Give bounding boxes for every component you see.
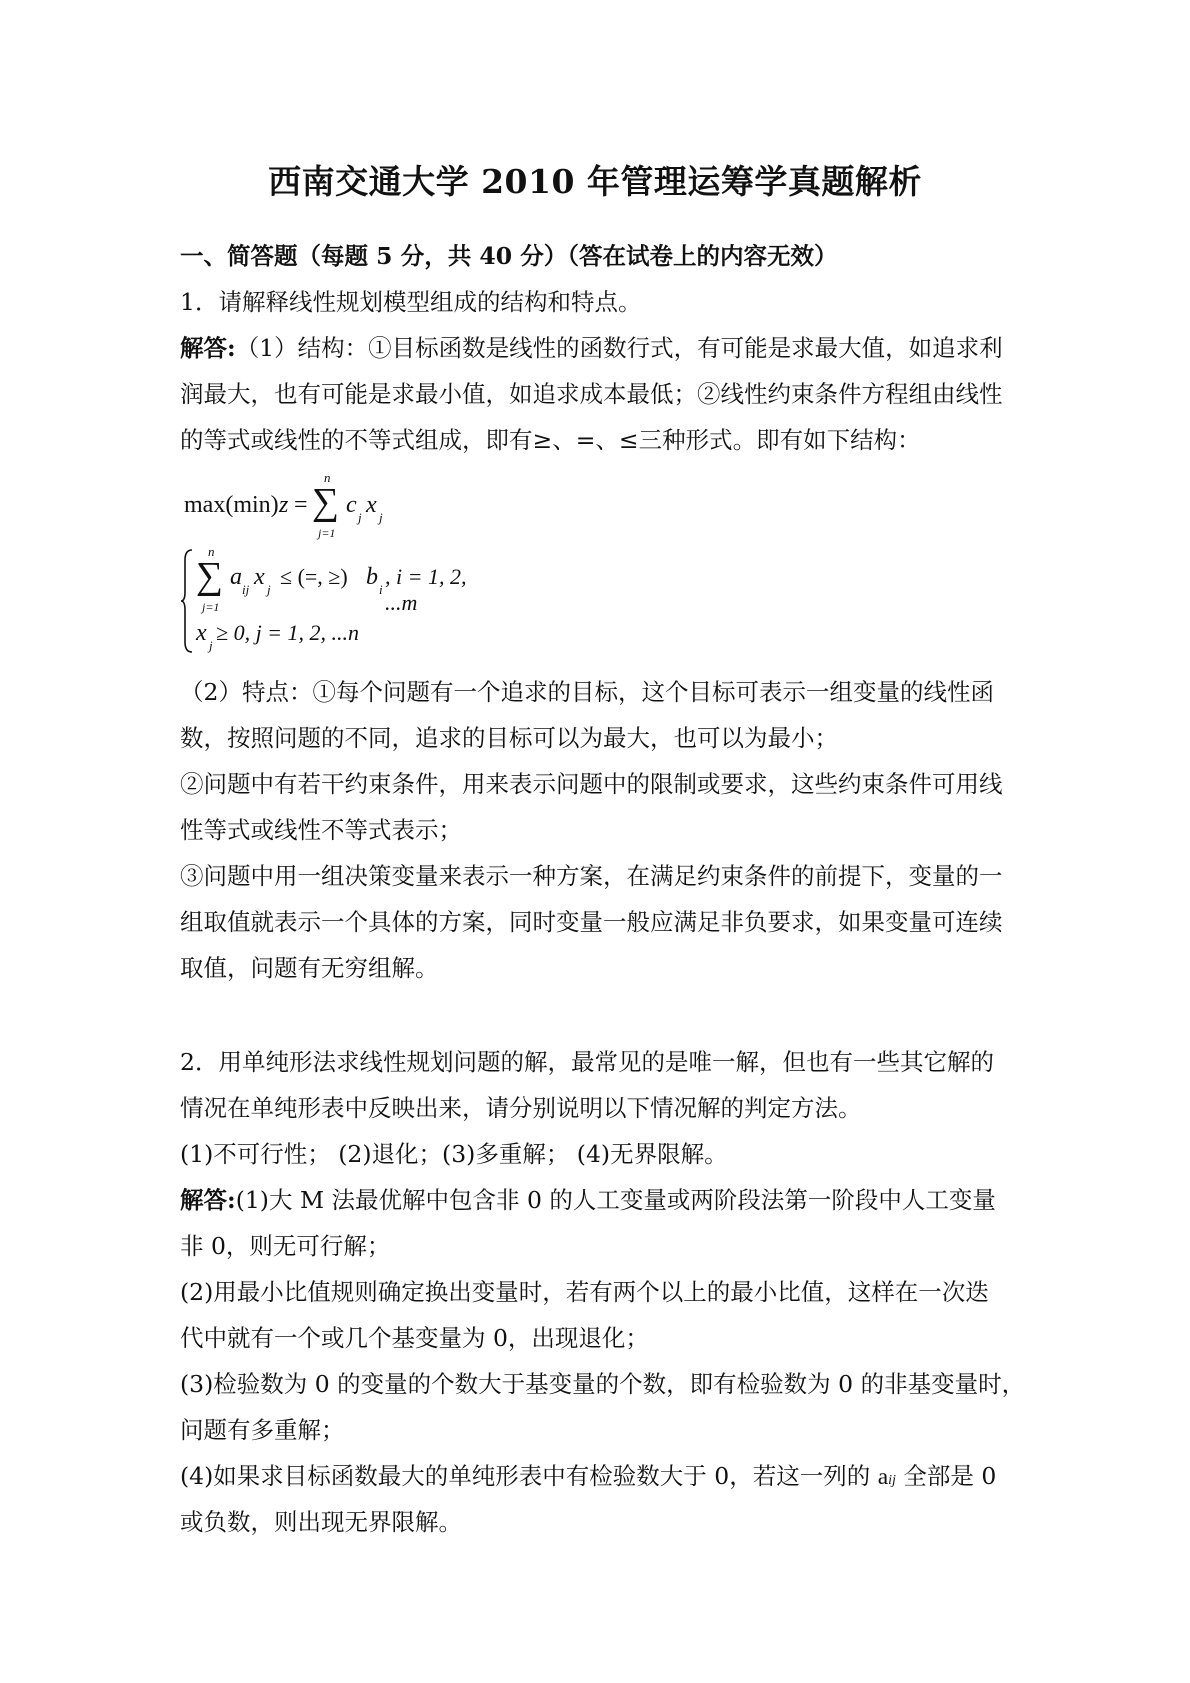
nonneg-var-x: x (196, 620, 207, 646)
constraint-1 (196, 544, 496, 615)
feature-line-7: 取值，问题有无穷组解。 (180, 954, 439, 982)
answer-2-line-7 (180, 1460, 1020, 1497)
answer-2-line-7-pre: (4)如果求目标函数最大的单纯形表中有检验数大于 0，若这一列的 (180, 1462, 878, 1490)
page-title: 西南交通大学 2010 年管理运筹学真题解析 (268, 162, 922, 201)
feature-line-3: ②问题中有若干约束条件，用来表示问题中的限制或要求，这些约束条件可用线 (180, 770, 1003, 798)
answer-2-line-6: 问题有多重解； (180, 1416, 345, 1444)
objective-eq: = (294, 492, 308, 518)
objective-var: z (279, 492, 289, 518)
constraint-sum-bottom: j=1 (202, 600, 220, 614)
question-2-line-3: (1)不可行性； (2)退化；(3)多重解； (4)无界限解。 (180, 1140, 728, 1168)
coef-a: a (230, 564, 242, 590)
answer-2-label: 解答: (180, 1186, 236, 1214)
feature-line-1: （2）特点：①每个问题有一个追求的目标，这个目标可表示一组变量的线性函 (180, 678, 994, 706)
answer-text: （1）结构：①目标函数是线性的函数行式，有可能是求最大值，如追求利 (235, 334, 1003, 362)
answer-2-line-1 (180, 1184, 1020, 1216)
aij-symbol: a (877, 1464, 889, 1490)
answer-2-line-3: (2)用最小比值规则确定换出变量时，若有两个以上的最小比值，这样在一次迭 (180, 1278, 989, 1306)
constraint-var-x: x (254, 564, 265, 590)
constraint-brace (180, 548, 194, 654)
constraint-sigma: ∑ (196, 555, 224, 597)
feature-line-4: 性等式或线性不等式表示； (180, 816, 462, 844)
section-heading: 一、简答题（每题 5 分，共 40 分）（答在试卷上的内容无效） (180, 242, 838, 270)
answer-1-line-1 (180, 332, 1020, 364)
feature-line-5: ③问题中用一组决策变量来表示一种方案，在满足约束条件的前提下，变量的一 (180, 862, 1003, 890)
answer-2-line-7-post: 全部是 0 (895, 1462, 997, 1490)
rhs-b-sub: i (379, 582, 383, 597)
constraint-var-x-sub: j (267, 582, 271, 597)
var-x-sub: j (379, 510, 383, 525)
answer-label: 解答: (180, 334, 236, 362)
feature-line-6: 组取值就表示一个具体的方案，同时变量一般应满足非负要求，如果变量可连续 (180, 908, 1003, 936)
constraint-sum-top: n (208, 544, 215, 559)
question-1: 1．请解释线性规划模型组成的结构和特点。 (180, 288, 642, 316)
constraint-2 (196, 620, 416, 654)
aij-subscript: ij (888, 1473, 896, 1488)
feature-line-2: 数，按照问题的不同，追求的目标可以为最大，也可以为最小； (180, 724, 838, 752)
sum-bottom: j=1 (318, 526, 336, 540)
rhs-b: b (366, 564, 378, 590)
objective-prefix: max(min) (184, 492, 279, 518)
sigma-symbol: ∑ (312, 481, 340, 523)
answer-2-line-2: 非 0，则无可行解； (180, 1232, 391, 1260)
question-2-line-1: 2．用单纯形法求线性规划问题的解，最常见的是唯一解，但也有一些其它解的 (180, 1048, 994, 1076)
constraint-relation: ≤ (=, ≥) (280, 564, 348, 589)
coef-a-sub: ij (242, 582, 250, 597)
constraint-1-tail: , i = 1, 2, ...m (385, 564, 467, 615)
question-2-line-2: 情况在单纯形表中反映出来，请分别说明以下情况解的判定方法。 (180, 1094, 862, 1122)
var-x: x (366, 492, 377, 518)
coef-c: c (346, 492, 357, 518)
answer-2-line-4: 代中就有一个或几个基变量为 0，出现退化； (180, 1324, 649, 1352)
answer-1-line-3: 的等式或线性的不等式组成，即有≥、=、≤三种形式。即有如下结构： (180, 426, 921, 454)
answer-2-text: (1)大 M 法最优解中包含非 0 的人工变量或两阶段法第一阶段中人工变量 (235, 1186, 996, 1214)
objective-formula (184, 470, 404, 546)
answer-2-line-5: (3)检验数为 0 的变量的个数大于基变量的个数，即有检验数为 0 的非基变量时， (180, 1370, 1026, 1398)
sum-top: n (324, 470, 331, 485)
answer-2-line-8: 或负数，则出现无界限解。 (180, 1508, 462, 1536)
coef-c-sub: j (358, 510, 362, 525)
answer-1-line-2: 润最大，也有可能是求最小值，如追求成本最低；②线性约束条件方程组由线性 (180, 380, 1003, 408)
nonneg-condition: ≥ 0, j = 1, 2, ...n (216, 620, 360, 645)
nonneg-var-x-sub: j (209, 638, 213, 653)
